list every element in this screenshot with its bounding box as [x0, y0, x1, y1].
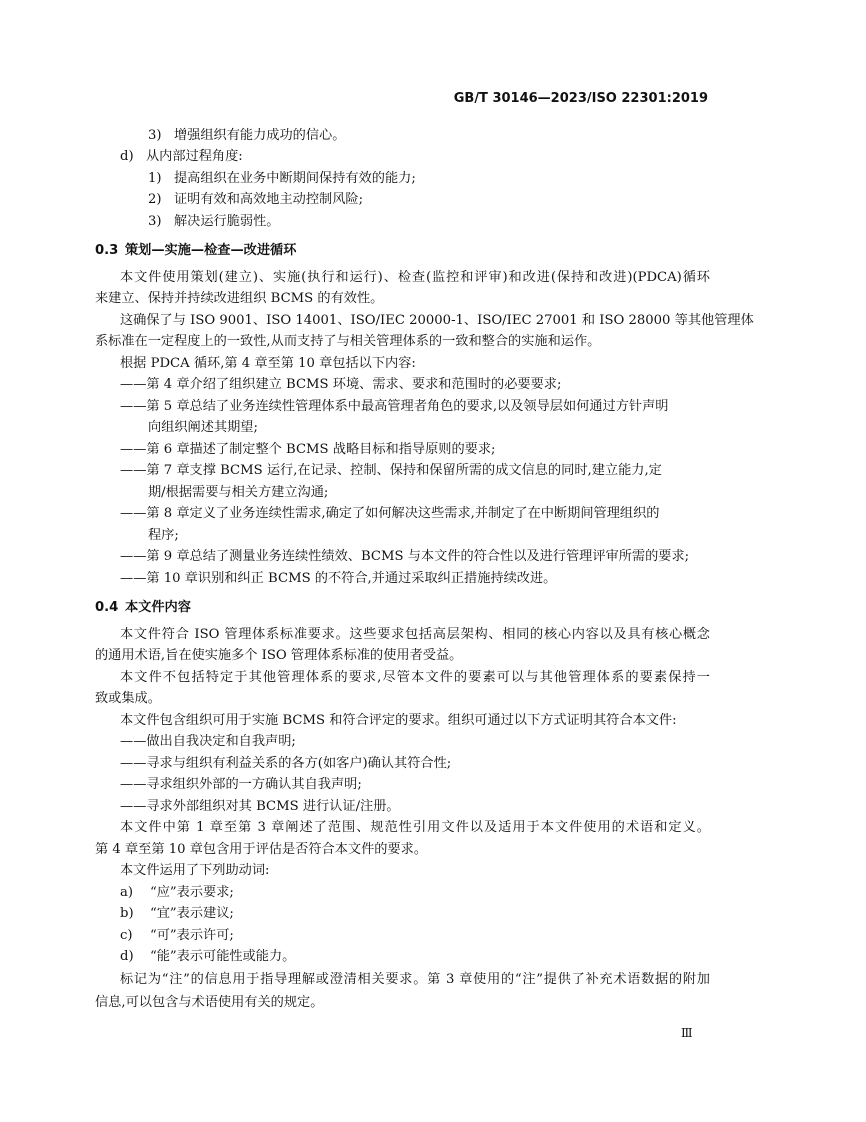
- list-item: ——寻求外部组织对其 BCMS 进行认证/注册。: [120, 798, 400, 814]
- paragraph-line: 信息,可以包含与术语使用有关的规定。: [95, 995, 324, 1010]
- list-item: ——寻求与组织有利益关系的各方(如客户)确认其符合性;: [120, 755, 452, 771]
- list-item: d) 从内部过程角度:: [120, 149, 243, 165]
- paragraph-line: 根据 PDCA 循环,第 4 章至第 10 章包括以下内容:: [120, 355, 416, 371]
- list-item: 2) 证明有效和高效地主动控制风险;: [148, 192, 364, 208]
- list-item-continuation: 向组织阐述其期望;: [148, 420, 258, 436]
- paragraph-line: 这确保了与 ISO 9001、ISO 14001、ISO/IEC 20000-1、ISO/IEC 27001 和 ISO 28000 等其他管理体: [120, 312, 754, 328]
- list-item: ——第 5 章总结了业务连续性管理体系中最高管理者角色的要求,以及领导层如何通过方针声明: [120, 398, 669, 414]
- list-item: b) “宜”表示建议;: [120, 906, 234, 922]
- paragraph-line: 本文件中第 1 章至第 3 章阐述了范围、规范性引用文件以及适用于本文件使用的术语和定义。: [120, 820, 710, 836]
- list-item: ——做出自我决定和自我声明;: [120, 734, 296, 750]
- paragraph-line: 来建立、保持并持续改进组织 BCMS 的有效性。: [95, 291, 384, 307]
- list-item: ——第 8 章定义了业务连续性需求,确定了如何解决这些需求,并制定了在中断期间管理组织的: [120, 506, 660, 522]
- section-heading-0-3: 0.3 策划—实施—检查—改进循环: [95, 242, 297, 258]
- paragraph-line: 本文件包含组织可用于实施 BCMS 和符合评定的要求。组织可通过以下方式证明其符合本文件:: [120, 712, 677, 728]
- list-item: 1) 提高组织在业务中断期间保持有效的能力;: [148, 170, 416, 186]
- list-item: ——第 6 章描述了制定整个 BCMS 战略目标和指导原则的要求;: [120, 441, 496, 457]
- paragraph-line: 本文件运用了下列助动词:: [120, 863, 270, 879]
- paragraph-line: 本文件使用策划(建立)、实施(执行和运行)、检查(监控和评审)和改进(保持和改进)(PDCA)循环: [120, 269, 710, 285]
- list-item: ——第 4 章介绍了组织建立 BCMS 环境、需求、要求和范围时的必要要求;: [120, 377, 562, 393]
- list-item: c) “可”表示许可;: [120, 927, 234, 943]
- list-item: ——第 7 章支撑 BCMS 运行,在记录、控制、保持和保留所需的成文信息的同时,建立能力,定: [120, 463, 662, 479]
- list-item: ——第 9 章总结了测量业务连续性绩效、BCMS 与本文件的符合性以及进行管理评审所需的要求;: [120, 549, 690, 565]
- list-item: 3) 增强组织有能力成功的信心。: [148, 128, 346, 143]
- list-item-continuation: 程序;: [148, 527, 179, 543]
- list-item: 3) 解决运行脆弱性。: [148, 213, 280, 229]
- paragraph-line: 第 4 章至第 10 章包含用于评估是否符合本文件的要求。: [95, 841, 428, 857]
- paragraph-line: 本文件不包括特定于其他管理体系的要求,尽管本文件的要素可以与其他管理体系的要素保持一: [120, 669, 710, 685]
- paragraph-line: 系标准在一定程度上的一致性,从而支持了与相关管理体系的一致和整合的实施和运作。: [95, 334, 601, 350]
- list-item: d) “能”表示可能性或能力。: [120, 949, 296, 964]
- list-item-continuation: 期/根据需要与相关方建立沟通;: [148, 484, 329, 500]
- paragraph-line: 标记为“注”的信息用于指导理解或澄清相关要求。第 3 章使用的“注”提供了补充术语数据的附加: [120, 972, 710, 987]
- page-number: Ⅲ: [681, 1026, 693, 1040]
- paragraph-line: 本文件符合 ISO 管理体系标准要求。这些要求包括高层架构、相同的核心内容以及具有核心概念: [120, 626, 710, 642]
- list-item: ——寻求组织外部的一方确认其自我声明;: [120, 777, 362, 793]
- standard-number: GB/T 30146—2023/ISO 22301:2019: [453, 91, 708, 106]
- list-item: ——第 10 章识别和纠正 BCMS 的不符合,并通过采取纠正措施持续改进。: [120, 570, 557, 586]
- paragraph-line: 的通用术语,旨在使实施多个 ISO 管理体系标准的使用者受益。: [95, 648, 463, 664]
- section-heading-0-4: 0.4 本文件内容: [95, 599, 191, 615]
- paragraph-line: 致或集成。: [95, 691, 161, 707]
- list-item: a) “应”表示要求;: [120, 884, 234, 900]
